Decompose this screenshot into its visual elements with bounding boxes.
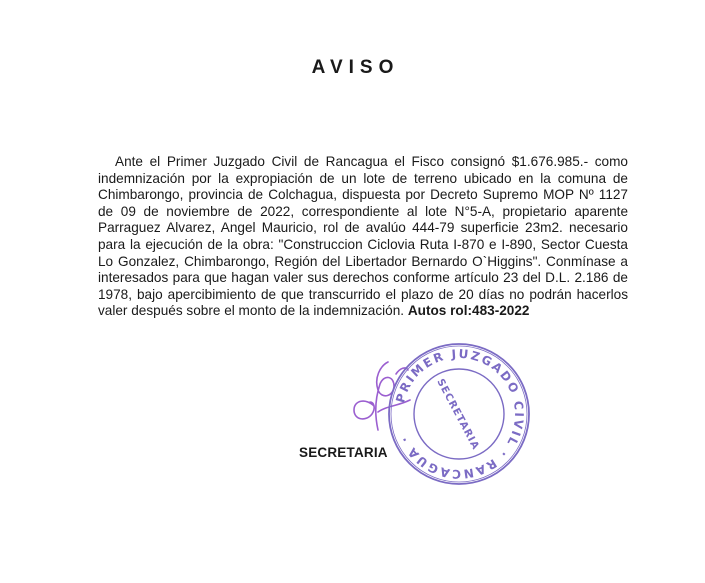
- notice-title: AVISO: [311, 57, 400, 78]
- notice-body: [98, 154, 628, 320]
- case-reference: Autos rol:483-2022: [407, 303, 530, 319]
- svg-text:SECRETARIA: SECRETARIA: [434, 377, 482, 453]
- signatory-title: SECRETARIA: [299, 445, 388, 460]
- svg-text:PRIMER JUZGADO CIVIL · RANCAGU: PRIMER JUZGADO CIVIL · RANCAGUA ·: [393, 346, 527, 482]
- notice-paragraph: Ante el Primer Juzgado Civil de Rancagua el Fisco consignó $1.676.985.- como indemnización por la expropiación de un lote de terreno ubicado en la comuna de Chimbarongo, provincia de Colchagua, dispuesta por Decreto Supremo MOP Nº 1127 de 09 de noviembre de 2022, correspondiente al lote N°5-A, propietario aparente Parraguez Alvarez, Angel Mauricio, rol de avalúo 444-79 superficie 23m2. necesario para la ejecución de la obra: "Construccion Ciclovia Ruta I-870 e I-890, Sector Cuesta Lo Gonzalez, Chimbarongo, Región del Libertador Bernardo O`Higgins". Conmínase a interesados para que hagan valer sus derechos conforme artículo 23 del D.L. 2.186 de 1978, bajo apercibimiento de que transcurrido el plazo de 20 días no podrán hacerlos valer después sobre el monto de la indemnización.: [98, 154, 628, 319]
- court-seal: [384, 339, 534, 489]
